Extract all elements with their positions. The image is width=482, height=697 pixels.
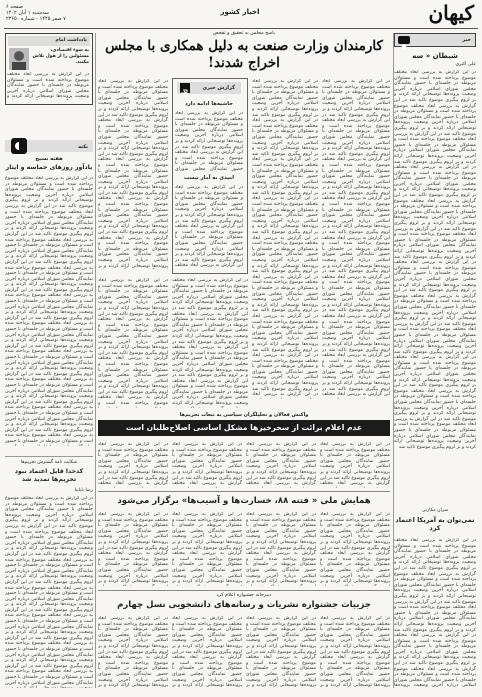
nav-title: هفته نسیج	[35, 156, 63, 162]
quote-body: در این گزارش به بررسی ابعاد مختلف موضوع پرداخته شده است و مسئولان مربوطه در جلسه‌ای با حضور نمایندگان مجلس شورای اسلامی درباره آخرین وضعیت پرونده‌ها توضیحاتی ارائه کردند و	[7, 72, 89, 100]
lower-rule	[98, 491, 390, 492]
lower-rule-2	[98, 590, 390, 591]
lead-text-lower-2: در این گزارش به بررسی ابعاد مختلف موضوع پرداخته شده است و مسئولان مربوطه در جلسه‌ای با حضور نمایندگان مجلس شورای اسلامی درباره آخرین وضعیت پرونده‌ها توضیحاتی ارائه کردند و بر لزوم پیگیری موضوع تاکید شد در این گزارش به بررسی ابعاد مختلف موضوع پرداخته شده است و مسئولان مربوطه در جلسه‌ای با حضور نمایندگان مجلس شورای اسلامی درباره آخرین وضعیت پرونده‌ها توضیحاتی ارائه کردند و بر لزوم پیگیری موضوع تاکید شد در این گزارش به بررسی ابعاد مختلف موضوع پرداخته شده است و مسئولان مربوطه در جلسه‌ای با حضور نمایندگان مجلس شورای اسلامی درباره آخرین وضعیت پرونده‌ها توضیحاتی ارائه کردند و بر لزوم پیگیری موضوع تاکید شد در این گزارش به بررسی ابعاد مختلف موضوع پرداخته شده است و مسئولان مربوطه در جلسه‌ای با حضور نمایندگان مجلس شورای اسلامی درباره آخرین وضعیت پرونده‌ها توضیحاتی ارائه کردند	[172, 278, 248, 407]
lower2-body-3: در این گزارش به بررسی ابعاد مختلف موضوع پرداخته شده است و مسئولان مربوطه در جلسه‌ای با حضور نمایندگان مجلس شورای اسلامی درباره آخرین وضعیت پرونده‌ها توضیحاتی ارائه کردند و بر لزوم پیگیری موضوع تاکید شد در این گزارش به بررسی ابعاد مختلف موضوع پرداخته شده است و مسئولان مربوطه در جلسه‌ای با حضور نمایندگان مجلس شورای اسلامی درباره آخرین وضعیت پرونده‌ها توضیحاتی ارائه کردند و بر	[246, 616, 316, 688]
lead-text-right: در این گزارش به بررسی ابعاد مختلف موضوع پرداخته شده است و مسئولان مربوطه در جلسه‌ای با حضور نمایندگان مجلس شورای اسلامی درباره آخرین وضعیت پرونده‌ها توضیحاتی ارائه کردند و بر لزوم پیگیری موضوع تاکید شد در این گزارش به بررسی ابعاد مختلف موضوع پرداخته شده است و مسئولان مربوطه در جلسه‌ای با حضور نمایندگان مجلس شورای اسلامی درباره آخرین وضعیت پرونده‌ها توضیحاتی ارائه کردند و بر لزوم پیگیری موضوع تاکید شد در این گزارش به بررسی ابعاد مختلف موضوع پرداخته شده است و مسئولان مربوطه در جلسه‌ای با حضور نمایندگان مجلس شورای اسلامی درباره آخرین وضعیت پرونده‌ها توضیحاتی ارائه کردند و بر لزوم پیگیری موضوع تاکید شد در این گزارش به بررسی ابعاد مختلف موضوع پرداخته شده است و مسئولان مربوطه در جلسه‌ای با حضور نمایندگان مجلس شورای اسلامی درباره آخرین وضعیت پرونده‌ها توضیحاتی ارائه کردند و بر لزوم پیگیری موضوع تاکید شد در این گزارش به بررسی ابعاد مختلف موضوع پرداخته شده است و مسئولان مربوطه در جلسه‌ای با حضور نمایندگان مجلس شورای اسلامی درباره آخرین وضعیت پرونده‌ها توضیحاتی ارائه کردند و بر لزوم پیگیری موضوع تاکید شد در این گزارش به بررسی ابعاد مختلف موضوع پرداخته شده است و مسئولان مربوطه در جلسه‌ای با حضور نمایندگان مجلس شورای اسلامی درباره آخرین وضعیت پرونده‌ها توضیحاتی ارائه کردند و بر لزوم پیگیری موضوع تاکید شد در این گزارش به بررسی ابعاد مختلف موضوع پرداخته شده است و مسئولان مربوطه در جلسه‌ای با حضور نمایندگان مجلس شورای اسلامی درباره آخرین وضعیت پرونده‌ها توضیحاتی ارائه کردند و بر لزوم پیگیری موضوع تاکید شد در این گزارش به بررسی ابعاد مختلف موضوع پرداخته شده است و مسئولان مربوطه در جلسه‌ای با حضور نمایندگان مجلس شورای اسلامی درباره آخرین وضعیت پرونده‌ها توضیحاتی ارائه کردند و بر لزوم پیگیری موضوع تاکید شد در این گزارش به بررسی ابعاد مختلف	[322, 79, 390, 398]
banner-body-3: در این گزارش به بررسی ابعاد مختلف موضوع پرداخته شده است و مسئولان مربوطه در جلسه‌ای با حضور نمایندگان مجلس شورای اسلامی درباره آخرین وضعیت پرونده‌ها توضیحاتی ارائه کردند و بر لزوم پیگیری موضوع تاکید شد در این گزارش به بررسی ابعاد مختلف	[246, 442, 316, 487]
lower-headline2: جزییات جشنواره نشریات و رسانه‌های دانشجویی نسل چهارم	[117, 600, 371, 610]
left-body: در این گزارش به بررسی ابعاد مختلف موضوع پرداخته شده است و مسئولان مربوطه در جلسه‌ای با حضور نمایندگان مجلس شورای اسلامی درباره آخرین وضعیت پرونده‌ها توضیحاتی ارائه کردند و بر لزوم پیگیری موضوع تاکید شد در این گزارش به بررسی ابعاد مختلف موضوع پرداخته شده است و مسئولان مربوطه در جلسه‌ای با حضور نمایندگان مجلس شورای اسلامی درباره آخرین وضعیت پرونده‌ها توضیحاتی ارائه کردند و بر لزوم پیگیری موضوع تاکید شد در این گزارش به بررسی ابعاد مختلف موضوع پرداخته شده است و مسئولان مربوطه در جلسه‌ای با حضور نمایندگان مجلس شورای اسلامی درباره آخرین وضعیت پرونده‌ها توضیحاتی ارائه کردند و بر لزوم پیگیری موضوع تاکید شد در این گزارش به بررسی ابعاد مختلف موضوع پرداخته شده است و مسئولان مربوطه در جلسه‌ای با حضور نمایندگان مجلس شورای اسلامی درباره آخرین وضعیت پرونده‌ها توضیحاتی ارائه کردند و بر لزوم پیگیری موضوع تاکید شد در این گزارش به بررسی ابعاد مختلف موضوع پرداخته شده است و مسئولان مربوطه در جلسه‌ای با حضور نمایندگان مجلس شورای اسلامی درباره آخرین وضعیت پرونده‌ها توضیحاتی ارائه کردند و بر لزوم پیگیری موضوع تاکید شد در این گزارش به بررسی ابعاد مختلف موضوع پرداخته شده است و مسئولان مربوطه در جلسه‌ای با حضور نمایندگان مجلس شورای اسلامی درباره آخرین وضعیت پرونده‌ها توضیحاتی ارائه کردند و بر لزوم پیگیری موضوع تاکید شد در این گزارش به بررسی ابعاد مختلف موضوع پرداخته شده است و مسئولان مربوطه در جلسه‌ای با حضور نمایندگان مجلس شورای اسلامی درباره آخرین وضعیت پرونده‌ها توضیحاتی ارائه کردند و بر لزوم پیگیری موضوع تاکید شد در این گزارش به بررسی ابعاد مختلف موضوع پرداخته شده است و مسئولان مربوطه در جلسه‌ای با حضور نمایندگان مجلس شورای اسلامی درباره آخرین وضعیت پرونده‌ها توضیحاتی ارائه کردند و بر لزوم پیگیری موضوع تاکید شد در این گزارش به بررسی ابعاد مختلف موضوع پرداخته شده است و مسئولان مربوطه در جلسه‌ای با حضور نمایندگان مجلس شورای اسلامی درباره آخرین وضعیت پرونده‌ها توضیحاتی ارائه کردند و بر لزوم پیگیری موضوع تاکید شد در این گزارش به بررسی ابعاد مختلف موضوع پرداخته شده است و مسئولان مربوطه در جلسه‌ای با حضور	[5, 176, 93, 444]
right-column-headline: شیطان « سه	[412, 52, 458, 60]
quote-portrait-icon	[9, 48, 29, 70]
left-bottom-kicker: شکایت نامه گسترش تحریم‌ها	[20, 460, 78, 465]
lead-text-lower-1: در این گزارش به بررسی ابعاد مختلف موضوع پرداخته شده است و مسئولان مربوطه در جلسه‌ای با حضور نمایندگان مجلس شورای اسلامی درباره آخرین وضعیت پرونده‌ها توضیحاتی ارائه کردند و بر لزوم پیگیری موضوع تاکید شد در این گزارش به بررسی ابعاد مختلف موضوع پرداخته شده است و مسئولان مربوطه در جلسه‌ای با حضور نمایندگان مجلس شورای اسلامی درباره آخرین وضعیت پرونده‌ها توضیحاتی ارائه کردند و بر لزوم پیگیری موضوع تاکید شد در این گزارش به بررسی ابعاد مختلف موضوع پرداخته شده است و مسئولان مربوطه در جلسه‌ای با حضور نمایندگان مجلس شورای اسلامی درباره آخرین وضعیت پرونده‌ها توضیحاتی ارائه کردند و بر لزوم پیگیری موضوع تاکید شد در این گزارش به بررسی ابعاد مختلف موضوع پرداخته شده است و	[98, 278, 168, 407]
banner-body-4: در این گزارش به بررسی ابعاد مختلف موضوع پرداخته شده است و مسئولان مربوطه در جلسه‌ای با حضور نمایندگان مجلس شورای اسلامی درباره آخرین وضعیت پرونده‌ها توضیحاتی ارائه کردند و بر لزوم پیگیری موضوع تاکید شد در این گزارش به بررسی ابعاد مختلف	[320, 442, 390, 487]
lower2-body-1: در این گزارش به بررسی ابعاد مختلف موضوع پرداخته شده است و مسئولان مربوطه در جلسه‌ای با حضور نمایندگان مجلس شورای اسلامی درباره آخرین وضعیت پرونده‌ها توضیحاتی ارائه کردند و بر لزوم پیگیری موضوع تاکید شد در این گزارش به بررسی ابعاد مختلف موضوع پرداخته شده است و مسئولان مربوطه در جلسه‌ای با حضور نمایندگان مجلس شورای اسلامی درباره آخرین وضعیت پرونده‌ها توضیحاتی ارائه کردند و بر	[98, 616, 168, 688]
box-subhead-1: حاشیه‌ها ادامه دارد	[185, 101, 233, 107]
box-body-1: در این گزارش به بررسی ابعاد مختلف موضوع پرداخته شده است و مسئولان مربوطه در جلسه‌ای با حضور نمایندگان مجلس شورای اسلامی درباره آخرین وضعیت پرونده‌ها توضیحاتی ارائه کردند و بر لزوم پیگیری موضوع تاکید شد در این گزارش به بررسی ابعاد مختلف موضوع پرداخته شده است و مسئولان مربوطه در جلسه‌ای با حضور نمایندگان مجلس شورای	[175, 111, 243, 171]
nav-label: نکته	[78, 144, 88, 150]
quote-label: یادداشت امام	[55, 38, 87, 43]
quote-header	[8, 36, 90, 46]
right-column-body: در این گزارش به بررسی ابعاد مختلف موضوع پرداخته شده است و مسئولان مربوطه در جلسه‌ای با حضور نمایندگان مجلس شورای اسلامی درباره آخرین وضعیت پرونده‌ها توضیحاتی ارائه کردند و بر لزوم پیگیری موضوع تاکید شد در این گزارش به بررسی ابعاد مختلف موضوع پرداخته شده است و مسئولان مربوطه در جلسه‌ای با حضور نمایندگان مجلس شورای اسلامی درباره آخرین وضعیت پرونده‌ها توضیحاتی ارائه کردند و بر لزوم پیگیری موضوع تاکید شد در این گزارش به بررسی ابعاد مختلف موضوع پرداخته شده است و مسئولان مربوطه در جلسه‌ای با حضور نمایندگان مجلس شورای اسلامی درباره آخرین وضعیت پرونده‌ها توضیحاتی ارائه کردند و بر لزوم پیگیری موضوع تاکید شد در این گزارش به بررسی ابعاد مختلف موضوع پرداخته شده است و مسئولان مربوطه در جلسه‌ای با حضور نمایندگان مجلس شورای اسلامی درباره آخرین وضعیت پرونده‌ها توضیحاتی ارائه کردند و بر لزوم پیگیری موضوع تاکید شد در این گزارش به بررسی ابعاد مختلف موضوع پرداخته شده است و مسئولان مربوطه در جلسه‌ای با حضور نمایندگان مجلس شورای اسلامی درباره آخرین وضعیت پرونده‌ها توضیحاتی ارائه کردند و بر لزوم پیگیری موضوع تاکید شد در این گزارش به بررسی ابعاد مختلف موضوع پرداخته شده است و مسئولان مربوطه در جلسه‌ای با حضور نمایندگان مجلس شورای اسلامی درباره آخرین وضعیت پرونده‌ها توضیحاتی ارائه کردند و بر لزوم پیگیری موضوع تاکید شد در این گزارش به بررسی ابعاد مختلف موضوع پرداخته شده است و مسئولان مربوطه در جلسه‌ای با حضور نمایندگان مجلس شورای اسلامی درباره آخرین وضعیت پرونده‌ها توضیحاتی ارائه کردند و بر لزوم پیگیری موضوع تاکید شد در این گزارش به بررسی ابعاد مختلف موضوع پرداخته شده است و مسئولان مربوطه در جلسه‌ای با حضور نمایندگان مجلس شورای اسلامی درباره آخرین وضعیت پرونده‌ها توضیحاتی ارائه کردند و بر لزوم پیگیری موضوع تاکید شد در این گزارش به بررسی ابعاد مختلف موضوع پرداخته شده است و مسئولان مربوطه در جلسه‌ای با حضور نمایندگان مجلس شورای اسلامی درباره آخرین وضعیت پرونده‌ها توضیحاتی ارائه کردند و بر لزوم پیگیری موضوع تاکید شد در این گزارش به بررسی ابعاد مختلف موضوع پرداخته شده است و مسئولان مربوطه در جلسه‌ای با حضور نمایندگان مجلس شورای اسلامی درباره آخرین وضعیت پرونده‌ها توضیحاتی ارائه کردند و بر لزوم پیگیری موضوع تاکید شد در این گزارش به بررسی ابعاد مختلف موضوع پرداخته شده است و مسئولان مربوطه در جلسه‌ای با حضور نمایندگان مجلس شورای اسلامی درباره آخرین وضعیت پرونده‌ها توضیحاتی ارائه کردند و بر لزوم پیگیری موضوع تاکید شد در این گزارش به بررسی ابعاد مختلف موضوع پرداخته شده است و مسئولان مربوطه در جلسه‌ای با حضور نمایندگان مجلس شورای اسلامی درباره آخرین وضعیت پرونده‌ها توضیحاتی ارائه کردند و بر لزوم پیگیری موضوع تاکید شد	[394, 70, 476, 450]
left-bottom-body: در این گزارش به بررسی ابعاد مختلف موضوع پرداخته شده است و مسئولان مربوطه در جلسه‌ای با حضور نمایندگان مجلس شورای اسلامی درباره آخرین وضعیت پرونده‌ها توضیحاتی ارائه کردند و بر لزوم پیگیری موضوع تاکید شد در این گزارش به بررسی ابعاد مختلف موضوع پرداخته شده است و مسئولان مربوطه در جلسه‌ای با حضور نمایندگان مجلس شورای اسلامی درباره آخرین وضعیت پرونده‌ها توضیحاتی ارائه کردند و بر لزوم پیگیری موضوع تاکید شد در این گزارش به بررسی ابعاد مختلف موضوع پرداخته شده است و مسئولان مربوطه در جلسه‌ای با حضور نمایندگان مجلس شورای اسلامی درباره آخرین وضعیت پرونده‌ها توضیحاتی ارائه کردند و بر لزوم پیگیری موضوع تاکید شد در این گزارش به بررسی ابعاد مختلف موضوع پرداخته شده است و مسئولان مربوطه در جلسه‌ای با حضور نمایندگان مجلس شورای اسلامی درباره آخرین وضعیت پرونده‌ها توضیحاتی ارائه کردند و بر لزوم پیگیری موضوع تاکید شد در این گزارش به بررسی ابعاد مختلف موضوع پرداخته شده است و مسئولان مربوطه در جلسه‌ای با حضور نمایندگان مجلس شورای اسلامی درباره آخرین وضعیت پرونده‌ها توضیحاتی ارائه کردند و بر لزوم پیگیری موضوع تاکید شد در این گزارش به بررسی ابعاد مختلف موضوع پرداخته شده است و مسئولان مربوطه در جلسه‌ای با حضور نمایندگان مجلس شورای اسلامی درباره آخرین وضعیت پرونده‌ها توضیحاتی ارائه کردند و بر لزوم پیگیری موضوع تاکید شد در این گزارش به بررسی ابعاد مختلف موضوع پرداخته شده است و مسئولان مربوطه در جلسه‌ای با حضور نمایندگان مجلس شورای اسلامی درباره آخرین	[5, 496, 93, 686]
left-divider	[5, 456, 93, 457]
page-info: صفحه ۶ سه‌شنبه ۱ آبان ۱۴۰۲ ۷ صفر ۱۴۴۵ - شماره ۲۳۶۵۰	[6, 4, 66, 22]
lead-text-right-2: در این گزارش به بررسی ابعاد مختلف موضوع پرداخته شده است و مسئولان مربوطه در جلسه‌ای با حضور نمایندگان مجلس شورای اسلامی درباره آخرین وضعیت پرونده‌ها توضیحاتی ارائه کردند و بر لزوم پیگیری موضوع تاکید شد در این گزارش به بررسی ابعاد مختلف موضوع پرداخته شده است و مسئولان مربوطه در جلسه‌ای با حضور نمایندگان مجلس شورای اسلامی درباره آخرین وضعیت پرونده‌ها توضیحاتی ارائه کردند و بر لزوم پیگیری موضوع تاکید شد در این گزارش به بررسی ابعاد مختلف موضوع پرداخته شده است و مسئولان مربوطه در جلسه‌ای با حضور نمایندگان مجلس شورای اسلامی درباره آخرین وضعیت پرونده‌ها توضیحاتی ارائه کردند و بر لزوم پیگیری موضوع تاکید شد در این گزارش به بررسی ابعاد مختلف موضوع پرداخته شده است و مسئولان مربوطه در جلسه‌ای با حضور نمایندگان مجلس شورای اسلامی درباره آخرین وضعیت پرونده‌ها توضیحاتی ارائه کردند و بر لزوم پیگیری موضوع تاکید شد در این گزارش به بررسی ابعاد مختلف موضوع پرداخته شده است و مسئولان مربوطه در جلسه‌ای با حضور نمایندگان مجلس شورای اسلامی درباره آخرین وضعیت پرونده‌ها توضیحاتی ارائه کردند و بر لزوم پیگیری موضوع تاکید شد در این گزارش به بررسی ابعاد مختلف موضوع پرداخته شده است و مسئولان مربوطه در جلسه‌ای با حضور نمایندگان مجلس شورای اسلامی درباره آخرین وضعیت پرونده‌ها توضیحاتی ارائه کردند و بر لزوم پیگیری موضوع تاکید شد در این گزارش به بررسی ابعاد مختلف موضوع پرداخته شده است و مسئولان مربوطه در جلسه‌ای با حضور نمایندگان مجلس شورای اسلامی درباره آخرین وضعیت پرونده‌ها توضیحاتی ارائه کردند و بر لزوم پیگیری موضوع تاکید شد در این گزارش به بررسی ابعاد مختلف موضوع پرداخته شده است و مسئولان مربوطه در جلسه‌ای با حضور نمایندگان مجلس شورای اسلامی درباره آخرین وضعیت پرونده‌ها توضیحاتی ارائه کردند و بر لزوم پیگیری موضوع تاکید شد در این گزارش به بررسی ابعاد	[252, 79, 318, 398]
nav-headline: یادآور روزهای حماسه و ایثار	[5, 164, 93, 171]
masthead	[0, 0, 482, 28]
lower-body-4: در این گزارش به بررسی ابعاد مختلف موضوع پرداخته شده است و مسئولان مربوطه در جلسه‌ای با حضور نمایندگان مجلس شورای اسلامی درباره آخرین وضعیت پرونده‌ها توضیحاتی ارائه کردند و بر لزوم پیگیری موضوع تاکید شد در این گزارش به بررسی ابعاد مختلف موضوع پرداخته شده است و مسئولان مربوطه در جلسه‌ای با حضور نمایندگان مجلس شورای اسلامی درباره آخرین وضعیت پرونده‌ها توضیحاتی ارائه کردند و بر	[320, 512, 390, 585]
box-subhead-2: امیدی به آمار نیست	[183, 175, 235, 181]
lower-body-2: در این گزارش به بررسی ابعاد مختلف موضوع پرداخته شده است و مسئولان مربوطه در جلسه‌ای با حضور نمایندگان مجلس شورای اسلامی درباره آخرین وضعیت پرونده‌ها توضیحاتی ارائه کردند و بر لزوم پیگیری موضوع تاکید شد در این گزارش به بررسی ابعاد مختلف موضوع پرداخته شده است و مسئولان مربوطه در جلسه‌ای با حضور نمایندگان مجلس شورای اسلامی درباره آخرین وضعیت پرونده‌ها توضیحاتی ارائه کردند و بر	[172, 512, 242, 585]
column-divider	[393, 33, 394, 688]
forward-arrow-icon	[180, 83, 190, 93]
masthead-rule	[4, 28, 478, 29]
right-bottom-headline: نمی‌توان به آمریکا اعتماد کرد	[395, 516, 475, 532]
logo-mark-icon	[398, 36, 410, 44]
lead-headline: کارمندان وزارت صنعت به دلیل همکاری با مجلس اخراج شدند!	[105, 38, 383, 71]
newspaper-logo: کیهان	[428, 1, 474, 25]
banner-headline: عدم اعلام برائت از سحرخیزها مشکل اساسی اصلاح‌طلبان است	[125, 423, 363, 432]
left-bottom-headline: کدخدا قابل اعتماد نبود تحریم‌ها تمدید شد	[14, 468, 84, 483]
lower-body-3: در این گزارش به بررسی ابعاد مختلف موضوع پرداخته شده است و مسئولان مربوطه در جلسه‌ای با حضور نمایندگان مجلس شورای اسلامی درباره آخرین وضعیت پرونده‌ها توضیحاتی ارائه کردند و بر لزوم پیگیری موضوع تاکید شد در این گزارش به بررسی ابعاد مختلف موضوع پرداخته شده است و مسئولان مربوطه در جلسه‌ای با حضور نمایندگان مجلس شورای اسلامی درباره آخرین وضعیت پرونده‌ها توضیحاتی ارائه کردند و بر	[246, 512, 316, 585]
banner-kicker: واکنش فعالان و تحلیلگران سیاسی به تبعات تحریم‌ها	[179, 412, 309, 418]
right-column-byline: علی اکبری	[455, 62, 476, 67]
report-box	[172, 78, 248, 274]
section-title: اخبار کشور	[220, 8, 260, 16]
lower2-body-4: در این گزارش به بررسی ابعاد مختلف موضوع پرداخته شده است و مسئولان مربوطه در جلسه‌ای با حضور نمایندگان مجلس شورای اسلامی درباره آخرین وضعیت پرونده‌ها توضیحاتی ارائه کردند و بر لزوم پیگیری موضوع تاکید شد در این گزارش به بررسی ابعاد مختلف موضوع پرداخته شده است و مسئولان مربوطه در جلسه‌ای با حضور نمایندگان مجلس شورای اسلامی درباره آخرین وضعیت پرونده‌ها توضیحاتی ارائه کردند و بر	[320, 616, 390, 688]
lower-body-1: در این گزارش به بررسی ابعاد مختلف موضوع پرداخته شده است و مسئولان مربوطه در جلسه‌ای با حضور نمایندگان مجلس شورای اسلامی درباره آخرین وضعیت پرونده‌ها توضیحاتی ارائه کردند و بر لزوم پیگیری موضوع تاکید شد در این گزارش به بررسی ابعاد مختلف موضوع پرداخته شده است و مسئولان مربوطه در جلسه‌ای با حضور نمایندگان مجلس شورای اسلامی درباره آخرین وضعیت پرونده‌ها توضیحاتی ارائه کردند و بر	[98, 512, 168, 585]
right-bottom-body: در این گزارش به بررسی ابعاد مختلف موضوع پرداخته شده است و مسئولان مربوطه در جلسه‌ای با حضور نمایندگان مجلس شورای اسلامی درباره آخرین وضعیت پرونده‌ها توضیحاتی ارائه کردند و بر لزوم پیگیری موضوع تاکید شد در این گزارش به بررسی ابعاد مختلف موضوع پرداخته شده است و مسئولان مربوطه در جلسه‌ای با حضور نمایندگان مجلس شورای اسلامی درباره آخرین وضعیت پرونده‌ها توضیحاتی ارائه کردند و بر لزوم پیگیری موضوع تاکید شد در این گزارش به بررسی ابعاد مختلف موضوع پرداخته شده است و مسئولان مربوطه در جلسه‌ای با حضور نمایندگان مجلس شورای اسلامی درباره آخرین وضعیت پرونده‌ها توضیحاتی ارائه کردند و بر لزوم پیگیری موضوع تاکید شد در این گزارش به بررسی ابعاد مختلف موضوع پرداخته شده است و مسئولان مربوطه در جلسه‌ای با حضور نمایندگان مجلس شورای اسلامی درباره آخرین وضعیت پرونده‌ها توضیحاتی ارائه کردند و بر لزوم پیگیری موضوع تاکید شد در این گزارش به بررسی ابعاد مختلف موضوع پرداخته شده است و مسئولان مربوطه در جلسه‌ای با حضور نمایندگان مجلس شورای اسلامی درباره آخرین وضعیت پرونده‌ها	[394, 538, 476, 688]
box-body-2: در این گزارش به بررسی ابعاد مختلف موضوع پرداخته شده است و مسئولان مربوطه در جلسه‌ای با حضور نمایندگان مجلس شورای اسلامی درباره آخرین وضعیت پرونده‌ها توضیحاتی ارائه کردند و بر لزوم پیگیری موضوع تاکید شد در این گزارش به بررسی ابعاد مختلف موضوع پرداخته شده است و مسئولان مربوطه در جلسه‌ای با حضور نمایندگان مجلس شورای اسلامی درباره آخرین وضعیت پرونده‌ها توضیحاتی ارائه کردند و بر لزوم پیگیری موضوع تاکید شد در این گزارش به بررسی ابعاد مختلف	[175, 185, 243, 269]
box-label	[177, 82, 241, 94]
right-bottom-kicker: سران مکارتی	[421, 508, 449, 513]
box-label-text: گزارش خبری	[202, 85, 235, 91]
right-column-header	[394, 33, 476, 47]
column-label: خبر	[462, 37, 471, 43]
lower-headline: همایش ملی « فتنه ۸۸، خسارت‌ها و آسیب‌ها» برگزار می‌شود	[117, 496, 371, 506]
quote-text: به سوء اقتصادی، مسئولین را از هول تلاش مکنند.	[32, 48, 89, 65]
banner	[98, 420, 390, 436]
lead-kicker: باسخ مجلس به تحقیق و تفحص	[212, 31, 276, 36]
left-bottom-byline: رضا بابانیا	[74, 488, 93, 493]
nav-logo-icon	[11, 138, 27, 154]
banner-body-1: در این گزارش به بررسی ابعاد مختلف موضوع پرداخته شده است و مسئولان مربوطه در جلسه‌ای با حضور نمایندگان مجلس شورای اسلامی درباره آخرین وضعیت پرونده‌ها توضیحاتی ارائه کردند و بر لزوم پیگیری موضوع تاکید شد در این گزارش به بررسی ابعاد مختلف	[98, 442, 168, 487]
lower2-body-2: در این گزارش به بررسی ابعاد مختلف موضوع پرداخته شده است و مسئولان مربوطه در جلسه‌ای با حضور نمایندگان مجلس شورای اسلامی درباره آخرین وضعیت پرونده‌ها توضیحاتی ارائه کردند و بر لزوم پیگیری موضوع تاکید شد در این گزارش به بررسی ابعاد مختلف موضوع پرداخته شده است و مسئولان مربوطه در جلسه‌ای با حضور نمایندگان مجلس شورای اسلامی درباره آخرین وضعیت پرونده‌ها توضیحاتی ارائه کردند و بر	[172, 616, 242, 688]
left-column-divider	[95, 33, 96, 688]
lower-headline2-kicker: دبیرخانه جشنواره اعلام کرد	[216, 593, 272, 598]
left-nav-header	[5, 140, 93, 152]
lead-text-left: در این گزارش به بررسی ابعاد مختلف موضوع پرداخته شده است و مسئولان مربوطه در جلسه‌ای با حضور نمایندگان مجلس شورای اسلامی درباره آخرین وضعیت پرونده‌ها توضیحاتی ارائه کردند و بر لزوم پیگیری موضوع تاکید شد در این گزارش به بررسی ابعاد مختلف موضوع پرداخته شده است و مسئولان مربوطه در جلسه‌ای با حضور نمایندگان مجلس شورای اسلامی درباره آخرین وضعیت پرونده‌ها توضیحاتی ارائه کردند و بر لزوم پیگیری موضوع تاکید شد در این گزارش به بررسی ابعاد مختلف موضوع پرداخته شده است و مسئولان مربوطه در جلسه‌ای با حضور نمایندگان مجلس شورای اسلامی درباره آخرین وضعیت پرونده‌ها توضیحاتی ارائه کردند و بر لزوم پیگیری موضوع تاکید شد در این گزارش به بررسی ابعاد مختلف موضوع پرداخته شده است و مسئولان مربوطه در جلسه‌ای با حضور نمایندگان مجلس شورای اسلامی درباره آخرین وضعیت پرونده‌ها توضیحاتی ارائه کردند و بر لزوم پیگیری موضوع تاکید شد در این گزارش به بررسی ابعاد مختلف موضوع پرداخته شده است و مسئولان مربوطه در جلسه‌ای با حضور نمایندگان مجلس شورای اسلامی درباره آخرین وضعیت پرونده‌ها توضیحاتی ارائه کردند و بر	[98, 79, 168, 269]
banner-body-2: در این گزارش به بررسی ابعاد مختلف موضوع پرداخته شده است و مسئولان مربوطه در جلسه‌ای با حضور نمایندگان مجلس شورای اسلامی درباره آخرین وضعیت پرونده‌ها توضیحاتی ارائه کردند و بر لزوم پیگیری موضوع تاکید شد در این گزارش به بررسی ابعاد مختلف	[172, 442, 242, 487]
imam-quote-box	[5, 33, 93, 105]
